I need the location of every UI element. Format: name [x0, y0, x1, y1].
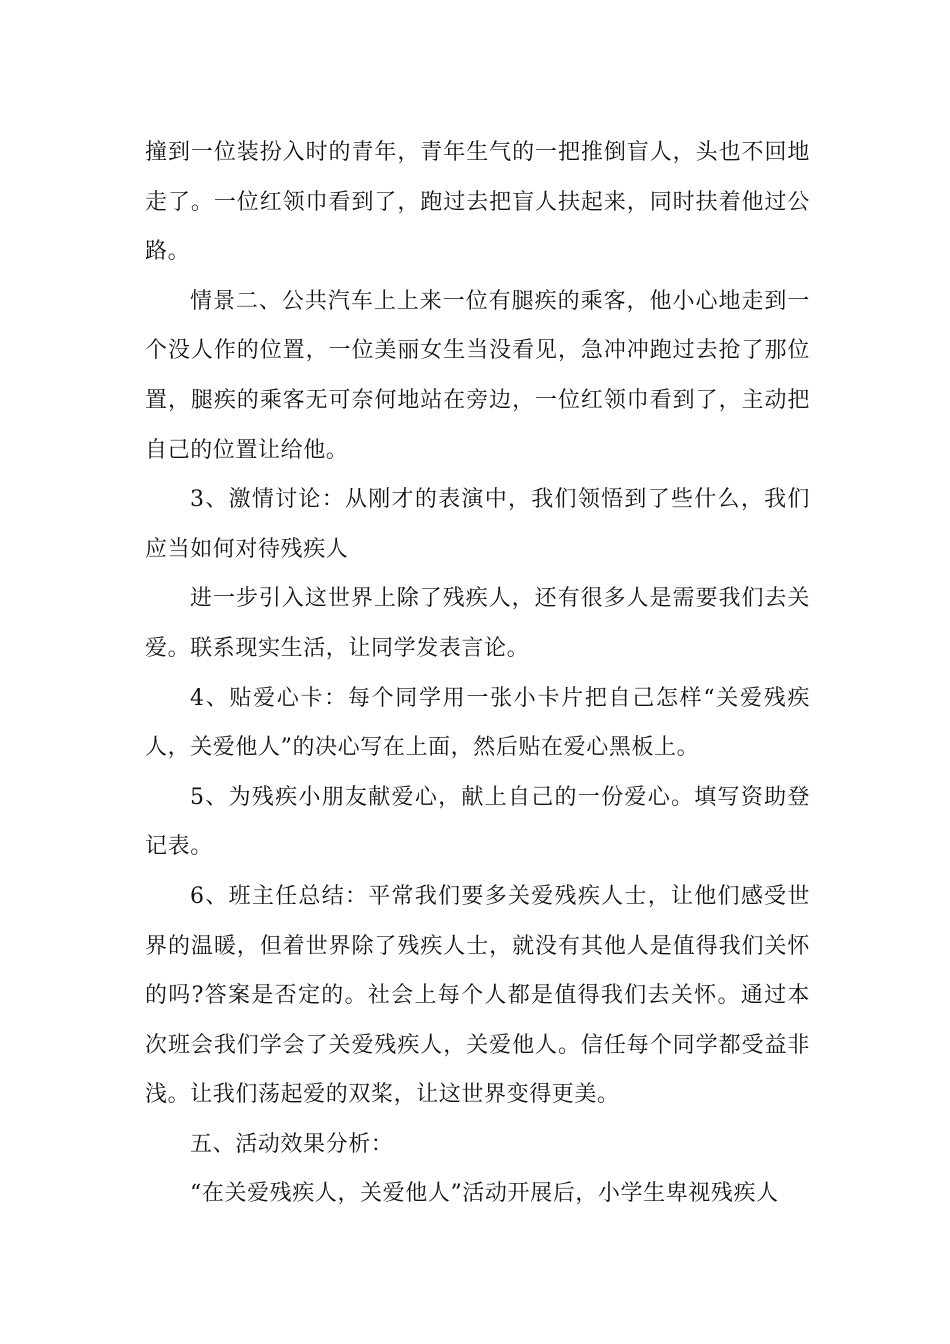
paragraph-discussion: 3、激情讨论：从刚才的表演中，我们领悟到了些什么，我们应当如何对待残疾人 [145, 487, 810, 562]
paragraph-donation: 5、为残疾小朋友献爱心，献上自己的一份爱心。填写资助登记表。 [145, 784, 810, 860]
paragraph-teacher-summary: 6、班主任总结：平常我们要多关爱残疾人士，让他们感受世界的温暖，但着世界除了残疾人士，就没有其他人是值得我们关怀的吗?答案是否定的。社会上每个人都是值得我们去关怀。通过本次班会我们学会了关爱残疾人，关爱他人。信任每个同学都受益非浅。让我们荡起爱的双桨，让这世界变得更美。 [145, 883, 810, 1108]
paragraph-effect-analysis: “在关爱残疾人，关爱他人”活动开展后，小学生卑视残疾人 [190, 1181, 779, 1207]
paragraph-love-card: 4、贴爱心卡：每个同学用一张小卡片把自己怎样“关爱残疾人，关爱他人”的决心写在上面，然后贴在爱心黑板上。 [145, 685, 810, 761]
section-heading-effect-analysis: 五、活动效果分析： [190, 1131, 394, 1157]
paragraph-continuation: 撞到一位装扮入时的青年，青年生气的一把推倒盲人，头也不回地走了。一位红领巾看到了，跑过去把盲人扶起来，同时扶着他过公路。 [145, 140, 810, 265]
paragraph-scene-two: 情景二、公共汽车上上来一位有腿疾的乘客，他小心地走到一个没人作的位置，一位美丽女生当没看见，急冲冲跑过去抢了那位置，腿疾的乘客无可奈何地站在旁边，一位红领巾看到了，主动把自己的位置让给他。 [145, 288, 810, 463]
paragraph-further-intro: 进一步引入这世界上除了残疾人，还有很多人是需要我们去关爱。联系现实生活，让同学发表言论。 [145, 586, 810, 661]
document-body [145, 128, 810, 1219]
